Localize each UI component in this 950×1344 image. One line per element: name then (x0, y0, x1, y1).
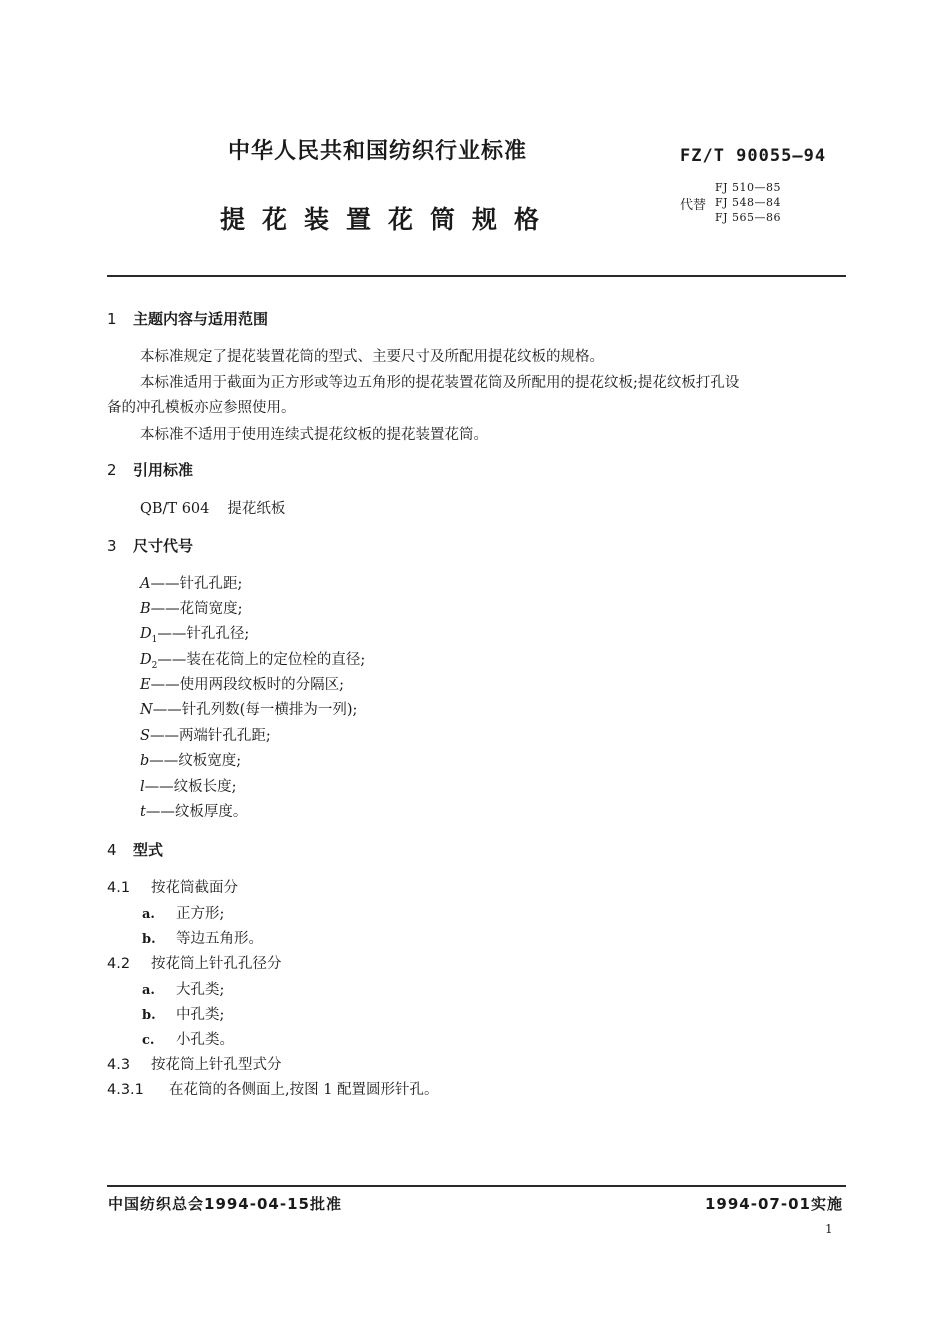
reference-entry (140, 497, 285, 518)
subsection-4-3: 4.3 按花筒上针孔型式分 (107, 1057, 282, 1073)
replaced-standard: FJ 548—84 (715, 196, 782, 209)
section-2-heading (107, 459, 193, 480)
paragraph: 本标准不适用于使用连续式提花纹板的提花装置花筒。 (140, 427, 488, 443)
section-4-heading (107, 839, 163, 860)
dimension-term: N——针孔列数(每一横排为一列); (140, 702, 358, 718)
standard-code: FZ/T 90055—94 (680, 146, 827, 166)
implementation-date: 1994-07-01实施 (705, 1195, 843, 1213)
replaces-label: 代替 (680, 198, 707, 213)
dimension-term: B——花筒宽度; (140, 601, 243, 617)
approval-line: 中国纺织总会1994-04-15批准 (108, 1195, 342, 1213)
industry-standard-title: 中华人民共和国纺织行业标准 (228, 139, 528, 164)
section-title: 型式 (133, 841, 164, 859)
dimension-term: t——纹板厚度。 (140, 804, 248, 820)
replaced-standard: FJ 510—85 (715, 181, 782, 194)
paragraph: 本标准适用于截面为正方形或等边五角形的提花装置花筒及所配用的提花纹板;提花纹板打孔设 (140, 375, 740, 391)
list-item: c. 小孔类。 (142, 1032, 234, 1048)
dimension-term: b——纹板宽度; (140, 753, 242, 769)
dimension-term: A——针孔孔距; (140, 576, 243, 592)
page-number: 1 (825, 1222, 833, 1236)
header-divider (107, 275, 846, 277)
section-title: 尺寸代号 (133, 537, 194, 555)
footer-divider (107, 1185, 846, 1187)
section-number: 3 (107, 537, 117, 555)
dimension-term: $D_2——$装在花筒上的定位栓的直径; (140, 652, 366, 671)
list-item: b. 中孔类; (142, 1007, 225, 1023)
section-3-heading (107, 535, 193, 556)
list-item: b. 等边五角形。 (142, 931, 263, 947)
section-1-heading (107, 308, 268, 329)
subsection-4-1: 4.1 按花筒截面分 (107, 880, 238, 896)
section-title: 引用标准 (133, 461, 194, 479)
dimension-term: l——纹板长度; (140, 779, 237, 795)
subsection-4-2: 4.2 按花筒上针孔孔径分 (107, 956, 282, 972)
reference-name: 提花纸板 (227, 501, 286, 517)
section-number: 1 (107, 310, 117, 328)
dimension-term: S——两端针孔孔距; (140, 728, 271, 744)
list-item: a. 大孔类; (142, 982, 225, 998)
document-title: 提花装置花筒规格 (220, 205, 557, 234)
dimension-term: $D_1——$针孔孔径; (140, 626, 250, 645)
paragraph-continuation: 备的冲孔模板亦应参照使用。 (107, 400, 296, 416)
section-number: 2 (107, 461, 117, 479)
replaced-standard: FJ 565—86 (715, 211, 782, 224)
section-title: 主题内容与适用范围 (133, 310, 269, 328)
list-item: a. 正方形; (142, 906, 225, 922)
paragraph: 本标准规定了提花装置花筒的型式、主要尺寸及所配用提花纹板的规格。 (140, 349, 604, 365)
subsection-4-3-1: 4.3.1 在花筒的各侧面上,按图 1 配置圆形针孔。 (107, 1082, 439, 1098)
section-number: 4 (107, 841, 117, 859)
dimension-term: E——使用两段纹板时的分隔区; (140, 677, 344, 693)
reference-code: QB/T 604 (140, 501, 210, 517)
